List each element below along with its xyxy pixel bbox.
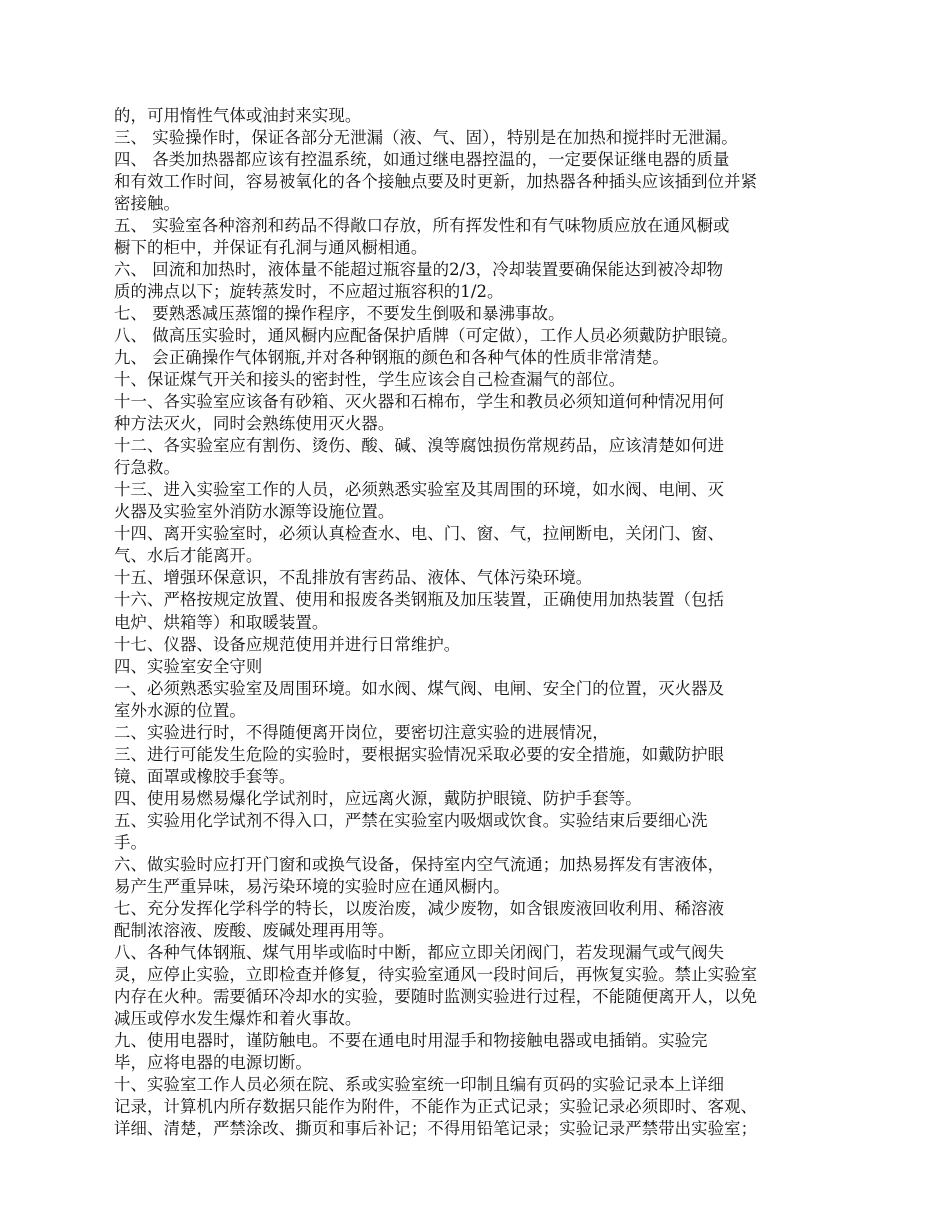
text-line: 十三、进入实验室工作的人员，必须熟悉实验室及其周围的环境，如水阀、电闸、灭 — [114, 480, 725, 500]
text-line: 密接触。 — [114, 194, 180, 214]
text-line: 九、使用电器时，谨防触电。不要在通电时用湿手和物接触电器或电插销。实验完 — [114, 1030, 708, 1050]
text-line: 三、 实验操作时，保证各部分无泄漏（液、气、固），特别是在加热和搅拌时无泄漏。 — [114, 128, 738, 147]
text-line: 四、 各类加热器都应该有控温系统，如通过继电器控温的，一定要保证继电器的质量 — [114, 150, 730, 169]
text-line: 减压或停水发生爆炸和着火事故。 — [114, 1008, 362, 1028]
text-line: 七、 要熟悉减压蒸馏的操作程序，不要发生倒吸和暴沸事故。 — [114, 304, 565, 324]
text-line: 记录，计算机内所存数据只能作为附件，不能作为正式记录；实验记录必须即时、客观、 — [114, 1096, 758, 1116]
text-line: 质的沸点以下；旋转蒸发时，不应超过瓶容积的1/2。 — [114, 282, 504, 302]
text-line: 行急救。 — [114, 458, 180, 478]
text-line: 毕，应将电器的电源切断。 — [114, 1052, 312, 1072]
text-line: 镜、面罩或橡胶手套等。 — [114, 766, 296, 786]
text-line: 橱下的柜中，并保证有孔洞与通风橱相通。 — [114, 238, 428, 258]
text-line: 十六、严格按规定放置、使用和报废各类钢瓶及加压装置，正确使用加热装置（包括 — [114, 590, 725, 610]
text-line: 详细、清楚，严禁涂改、撕页和事后补记；不得用铅笔记录；实验记录严禁带出实验室； — [114, 1118, 758, 1138]
text-line: 八、 做高压实验时，通风橱内应配备保护盾牌（可定做），工作人员必须戴防护眼镜。 — [114, 326, 738, 346]
text-line: 八、各种气体钢瓶、煤气用毕或临时中断，都应立即关闭阀门，若发现漏气或气阀失 — [114, 942, 725, 962]
text-line: 十、保证煤气开关和接头的密封性，学生应该会自己检查漏气的部位。 — [114, 370, 626, 390]
text-line: 五、 实验室各种溶剂和药品不得敞口存放，所有挥发性和有气味物质应放在通风橱或 — [114, 216, 730, 236]
text-line: 的，可用惰性气体或油封来实现。 — [114, 106, 362, 125]
text-line: 气、水后才能离开。 — [114, 546, 263, 566]
text-line: 七、充分发挥化学科学的特长，以废治废，减少废物，如含银废液回收利用、稀溶液 — [114, 898, 725, 918]
text-line: 一、必须熟悉实验室及周围环境。如水阀、煤气阀、电闸、安全门的位置，灭火器及 — [114, 678, 725, 698]
text-line: 配制浓溶液、废酸、废碱处理再用等。 — [114, 920, 395, 940]
text-line: 电炉、烘箱等）和取暖装置。 — [114, 612, 329, 632]
text-line: 九、 会正确操作气体钢瓶,并对各种钢瓶的颜色和各种气体的性质非常清楚。 — [114, 348, 669, 368]
text-line: 四、实验室安全守则 — [114, 656, 263, 676]
text-line: 三、进行可能发生危险的实验时，要根据实验情况采取必要的安全措施，如戴防护眼 — [114, 744, 725, 764]
text-line: 室外水源的位置。 — [114, 700, 246, 720]
text-line: 十四、离开实验室时，必须认真检查水、电、门、窗、气，拉闸断电，关闭门、窗、 — [114, 524, 725, 544]
text-line: 十、实验室工作人员必须在院、系或实验室统一印制且编有页码的实验记录本上详细 — [114, 1074, 725, 1094]
text-line: 手。 — [114, 832, 147, 852]
text-line: 四、使用易燃易爆化学试剂时，应远离火源，戴防护眼镜、防护手套等。 — [114, 788, 642, 808]
text-line: 十五、增强环保意识，不乱排放有害药品、液体、气体污染环境。 — [114, 568, 593, 588]
text-line: 六、做实验时应打开门窗和或换气设备，保持室内空气流通；加热易挥发有害液体， — [114, 854, 725, 874]
text-line: 灵，应停止实验，立即检查并修复，待实验室通风一段时间后，再恢复实验。禁止实验室 — [114, 964, 758, 984]
text-line: 种方法灭火，同时会熟练使用灭火器。 — [114, 414, 395, 434]
text-line: 火器及实验室外消防水源等设施位置。 — [114, 502, 395, 522]
text-line: 内存在火种。需要循环冷却水的实验，要随时监测实验进行过程，不能随便离开人，以免 — [114, 986, 758, 1006]
text-line: 五、实验用化学试剂不得入口，严禁在实验室内吸烟或饮食。实验结束后要细心洗 — [114, 810, 708, 830]
text-line: 二、实验进行时，不得随便离开岗位，要密切注意实验的进展情况， — [114, 722, 609, 742]
text-line: 十一、各实验室应该备有砂箱、灭火器和石棉布，学生和教员必须知道何种情况用何 — [114, 392, 725, 412]
text-line: 十七、仪器、设备应规范使用并进行日常维护。 — [114, 634, 461, 654]
text-line: 易产生严重异味，易污染环境的实验时应在通风橱内。 — [114, 876, 510, 896]
text-line: 和有效工作时间，容易被氧化的各个接触点要及时更新，加热器各种插头应该插到位并紧 — [114, 172, 758, 192]
text-line: 十二、各实验室应有割伤、烫伤、酸、碱、溴等腐蚀损伤常规药品，应该清楚如何进 — [114, 436, 725, 456]
text-line: 六、 回流和加热时，液体量不能超过瓶容量的2/3，冷却装置要确保能达到被冷却物 — [114, 260, 724, 280]
